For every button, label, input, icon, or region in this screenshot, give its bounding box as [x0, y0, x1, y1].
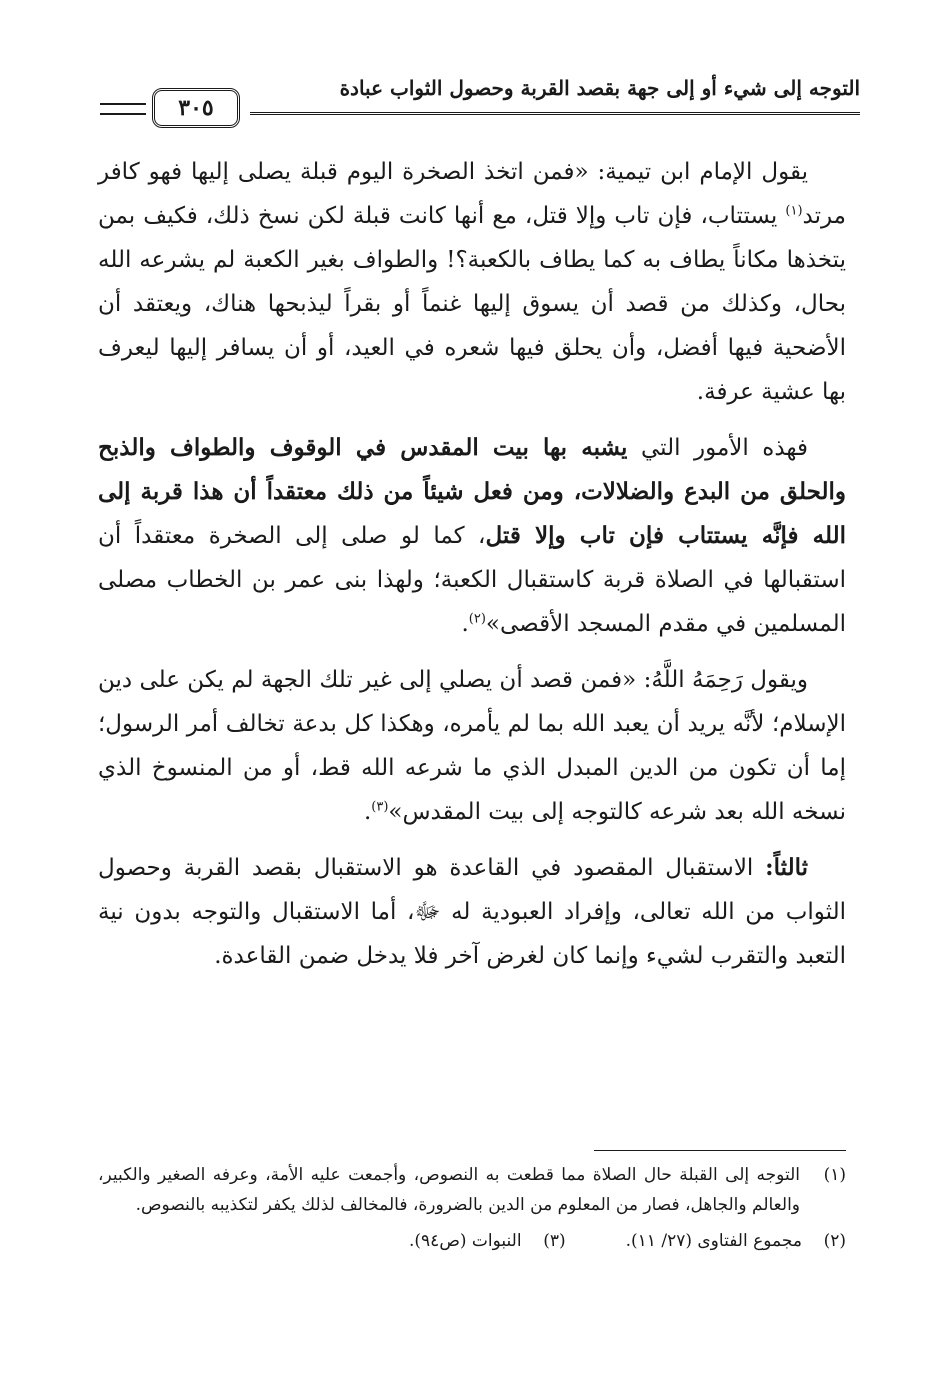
- page-header: [100, 72, 860, 132]
- running-title: التوجه إلى شيء أو إلى جهة بقصد القربة وحصول الثواب عبادة: [339, 76, 860, 100]
- footnote-1-number: (١): [823, 1165, 846, 1185]
- footnote-separator: [594, 1150, 846, 1151]
- bold-text: يشبه بها بيت المقدس في الوقوف والطواف والذبح والحلق من البدع والضلالات، ومن فعل شيئاً من ذلك معتقداً أن هذا قربة إلى الله فإنَّه يستتاب فإن تاب وإلا قتل: [98, 434, 846, 549]
- footnote-1: [98, 1160, 846, 1220]
- text-span: .: [461, 611, 469, 637]
- footnote-ref: (١): [785, 203, 803, 219]
- page-number: ٣٠٥: [152, 88, 240, 128]
- footnote-ref: (٢): [468, 611, 486, 627]
- bold-text: ثالثاً:: [765, 854, 808, 881]
- footnote-3: [409, 1226, 566, 1256]
- text-span: ويقول رَحِمَهُ اللَّهُ: «فمن قصد أن يصلي إلى غير تلك الجهة لم يكن على دين الإسلام؛ لأنَّه يريد أن يعبد الله بما لم يأمره، وهكذا كل بدعة تخالف أمر الرسول؛ إما أن تكون من الدين المبدل الذي ما شرعه الله قط، أو من المنسوخ الذي نسخه الله بعد شرعه كالتوجه إلى بيت المقدس»: [98, 667, 846, 825]
- footnote-1-text: التوجه إلى القبلة حال الصلاة مما قطعت به النصوص، وأجمعت عليه الأمة، وعرفه الصغير والكبير، والعالم والجاهل، فصار من المعلوم من الدين بالضرورة، فالمخالف لذلك يكفر لتكذيبه بالنصوص.: [98, 1165, 800, 1215]
- paragraph-1: [98, 150, 846, 414]
- text-span: يستتاب، فإن تاب وإلا قتل، مع أنها كانت قبلة لكن نسخ ذلك، فكيف بمن يتخذها مكاناً يطاف به كما يطاف بالكعبة؟! والطواف بغير الكعبة لم يشرعه الله بحال، وكذلك من قصد أن يسوق إليها غنماً أو بقراً ليذبحها هناك، ويعتقد أن الأضحية فيها أفضل، وأن يحلق فيها شعره في العيد، أو أن يسافر إليها ليعرف بها عشية عرفة.: [98, 203, 846, 405]
- footnote-2: [626, 1226, 846, 1256]
- footnote-3-number: (٣): [543, 1231, 566, 1251]
- footnote-2-number: (٢): [823, 1231, 846, 1251]
- text-span: ، كما لو صلى إلى الصخرة معتقداً أن استقبالها في الصلاة قربة كاستقبال الكعبة؛ ولهذا بنى عمر بن الخطاب مصلى المسلمين في مقدم المسجد الأقصى»: [98, 523, 846, 637]
- footnote-2-text: مجموع الفتاوى (٢٧/ ١١).: [625, 1231, 802, 1251]
- paragraph-2: [98, 426, 846, 646]
- header-rule: [250, 112, 860, 119]
- paragraph-3: [98, 658, 846, 834]
- footnote-3-text: النبوات (ص٩٤).: [409, 1231, 522, 1251]
- footnote-row: [98, 1226, 846, 1256]
- footnotes: [98, 1160, 846, 1256]
- text-span: فهذه الأمور التي: [627, 435, 808, 461]
- paragraph-4: [98, 846, 846, 978]
- main-text: [98, 150, 846, 990]
- text-span: يقول الإمام ابن تيمية: «فمن اتخذ الصخرة اليوم قبلة يصلى إليها فهو كافر مرتد: [98, 159, 846, 229]
- text-span: .: [363, 799, 372, 825]
- header-ornament: [100, 103, 146, 115]
- text-span: الاستقبال المقصود في القاعدة هو الاستقبال بقصد القربة وحصول الثواب من الله تعالى، وإفراد العبودية له ﷻ، أما الاستقبال والتوجه بدون نية التعبد والتقرب لشيء وإنما كان لغرض آخر فلا يدخل ضمن القاعدة.: [98, 855, 846, 969]
- footnote-ref: (٣): [371, 799, 389, 815]
